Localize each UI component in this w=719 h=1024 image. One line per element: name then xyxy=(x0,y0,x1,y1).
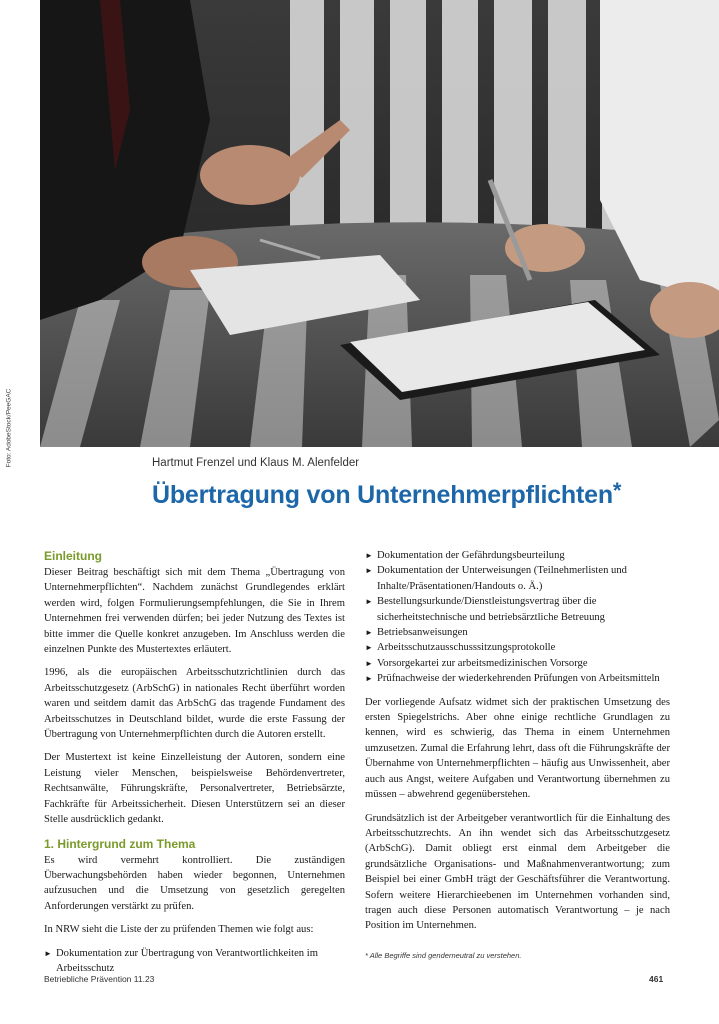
arrow-right-icon: ► xyxy=(365,643,373,653)
arrow-right-icon: ► xyxy=(365,658,373,668)
list-item-text: Arbeitsschutzausschusssitzungsprotokolle xyxy=(377,642,556,654)
list-item xyxy=(365,563,670,594)
body-paragraph: Der vorliegende Aufsatz widmet sich der praktischen Umsetzung des ersten Spiegelstrichs. Aber ohne einige rechtliche Grundlagen zu kennen, wird es schwierig, das Thema in einem Unternehmen umzusetzen. Zumal die Erfahrung lehrt, dass oft die Führungskräfte der Übernahme von Unternehmerpflichten – häufig aus Unwissenheit, aber auch aus Angst, weitere Aufgaben und Verantwortung übernehmen zu müssen – abwehrend gegenüberstehen. xyxy=(365,696,670,801)
article-title-text: Übertragung von Unternehmerpflichten xyxy=(152,481,613,509)
section1-paragraph: Es wird vermehrt kontrolliert. Die zuständigen Überwachungsbehörden haben wieder begonnen, Unternehmen aufzusuchen und die Umsetzung von gesetzlich geregelten Anforderungen verstärkt zu prüfen. xyxy=(44,854,345,912)
arrow-right-icon: ► xyxy=(365,674,373,684)
journal-name: Betriebliche Prävention 11.23 xyxy=(44,974,155,984)
arrow-right-icon: ► xyxy=(44,948,52,958)
list-item-text: Dokumentation der Gefährdungsbeurteilung xyxy=(377,550,565,561)
list-item xyxy=(365,625,670,640)
inspection-topics-list xyxy=(365,548,670,687)
intro-paragraph: 1996, als die europäischen Arbeitsschutzrichtlinien durch das Arbeitsschutzgesetz (ArbSchG) in nationales Recht überführt worden waren und seitdem damit das ArbSchG das tragende Fundament des Arbeitsschutzes in Deutschland bildet, wurde die erste Fassung der Übertragung von Unternehmerpflichten durch die Autoren erstellt. xyxy=(44,667,345,741)
list-item xyxy=(365,548,670,563)
list-item-text: Betriebsanweisungen xyxy=(377,627,468,639)
intro-paragraph: Dieser Beitrag beschäftigt sich mit dem Thema „Übertragung von Unternehmerpflichten“. Nachdem zunächst Grundlegendes erklärt werden wird, folgen Formulierungsempfehlungen, die Sie in Ihrem Unternehmen frei verwenden dürfen; bei jeder Nutzung des Textes ist bitte immer die Quelle konkret anzugeben. Im Anschluss werden die einzelnen Punkte des Mustertextes erläutert. xyxy=(44,567,345,656)
article-authors: Hartmut Frenzel und Klaus M. Alenfelder xyxy=(152,457,360,469)
page-number: 461 xyxy=(649,974,664,984)
list-item xyxy=(365,640,670,655)
list-item xyxy=(44,946,345,977)
list-item-text: Bestellungsurkunde/Dienstleistungsvertrag über die sicherheitstechnische und betriebsärztliche Betreuung xyxy=(377,596,605,623)
list-item-text: Vorsorgekartei zur arbeitsmedizinischen Vorsorge xyxy=(377,657,588,669)
body-paragraph: Grundsätzlich ist der Arbeitgeber verantwortlich für die Einhaltung des Arbeitsschutzrechts. An ihn wendet sich das Arbeitsschutzgesetz (ArbSchG). Damit obliegt erst einmal dem Arbeitgeber die grundsätzliche Organisations- und Maßnahmenverantwortung; zum Beispiel bei einer GmbH trägt der Geschäftsführer die Verantwortung. Sofern weitere Hierarchieebenen im Unternehmen vorhanden sind, tragen auch diese Personen automatisch Verantwortung – je nach Position im Unternehmen. xyxy=(365,812,670,932)
right-column xyxy=(365,548,670,963)
arrow-right-icon: ► xyxy=(365,597,373,607)
list-item xyxy=(365,656,670,671)
list-item-text: Dokumentation der Unterweisungen (Teilnehmerlisten und Inhalte/Präsentationen/Handouts o. Ä.) xyxy=(377,565,627,592)
list-item-text: Dokumentation zur Übertragung von Verantwortlichkeiten im Arbeitsschutz xyxy=(56,947,318,974)
intro-paragraph: Der Mustertext ist keine Einzelleistung der Autoren, sondern eine Leistung vieler Menschen, beispielsweise Behördenvertreter, Rechtsanwälte, Führungskräfte, Personalvertreter, Betriebsärzte, Fachkräfte für Arbeitssicherheit. Diesen Unterstützern sei an dieser Stelle ausdrücklich gedankt. xyxy=(44,752,345,826)
list-item xyxy=(365,594,670,625)
section1-heading: 1. Hintergrund zum Thema xyxy=(44,836,196,851)
arrow-right-icon: ► xyxy=(365,551,373,560)
article-title xyxy=(152,478,622,510)
list-item xyxy=(365,671,670,686)
intro-heading: Einleitung xyxy=(44,549,102,563)
arrow-right-icon: ► xyxy=(365,628,373,638)
list-item-text: Prüfnachweise der wiederkehrenden Prüfungen von Arbeitsmitteln xyxy=(377,673,660,685)
left-column xyxy=(44,548,345,984)
section1-paragraph: In NRW sieht die Liste der zu prüfenden Themen wie folgt aus: xyxy=(44,924,314,936)
gender-footnote: * Alle Begriffe sind genderneutral zu verstehen. xyxy=(365,950,522,960)
section1-bullet-list xyxy=(44,946,345,977)
photo-credit: Foto: AdobeStock/PeeGAC xyxy=(5,388,13,468)
arrow-right-icon: ► xyxy=(365,566,373,576)
title-asterisk: * xyxy=(612,478,622,503)
header-photo xyxy=(40,0,719,447)
